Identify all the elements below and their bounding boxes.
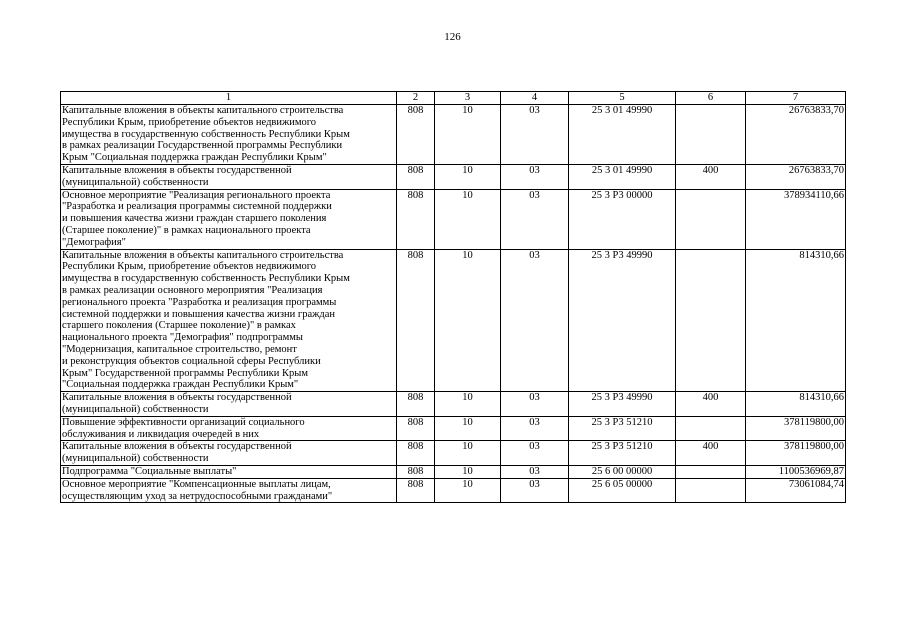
row-expense-type-code — [676, 465, 746, 478]
row-name: Капитальные вложения в объекты государственной (муниципальной) собственности — [61, 164, 397, 189]
table-row — [61, 105, 846, 165]
row-name: Повышение эффективности организаций социального обслуживания и ликвидация очередей в них — [61, 416, 397, 441]
table-row — [61, 164, 846, 189]
row-section-code: 10 — [435, 465, 501, 478]
row-grbs-code: 808 — [397, 164, 435, 189]
row-subsection-code: 03 — [501, 478, 569, 503]
header-col-7: 7 — [746, 92, 846, 105]
row-name: Капитальные вложения в объекты капитального строительства Республики Крым, приобретение объектов недвижимого имущества в государственную собственность Республики Крым в рамках реализации Государственной программы Республики Крым "Социальная поддержка граждан Республики Крым" — [61, 105, 397, 165]
row-target-article-code: 25 6 00 00000 — [569, 465, 676, 478]
table-row — [61, 441, 846, 466]
table-header-row — [61, 92, 846, 105]
row-target-article-code: 25 3 Р3 00000 — [569, 189, 676, 249]
row-name: Основное мероприятие "Реализация регионального проекта "Разработка и реализация программы системной поддержки и повышения качества жизни граждан старшего поколения (Старшее поколение)" в рамках национального проекта "Демография" — [61, 189, 397, 249]
row-section-code: 10 — [435, 416, 501, 441]
page-number: 126 — [444, 31, 461, 43]
row-name: Основное мероприятие "Компенсационные выплаты лицам, осуществляющим уход за нетрудоспособными гражданами" — [61, 478, 397, 503]
row-amount: 814310,66 — [746, 249, 846, 392]
row-subsection-code: 03 — [501, 441, 569, 466]
table-row — [61, 392, 846, 417]
row-subsection-code: 03 — [501, 465, 569, 478]
row-amount: 26763833,70 — [746, 105, 846, 165]
table-row — [61, 478, 846, 503]
row-grbs-code: 808 — [397, 105, 435, 165]
row-grbs-code: 808 — [397, 465, 435, 478]
header-col-6: 6 — [676, 92, 746, 105]
row-name: Капитальные вложения в объекты государственной (муниципальной) собственности — [61, 392, 397, 417]
row-section-code: 10 — [435, 441, 501, 466]
header-col-4: 4 — [501, 92, 569, 105]
row-section-code: 10 — [435, 164, 501, 189]
row-expense-type-code — [676, 105, 746, 165]
row-expense-type-code: 400 — [676, 441, 746, 466]
row-grbs-code: 808 — [397, 189, 435, 249]
table-row — [61, 416, 846, 441]
row-amount: 73061084,74 — [746, 478, 846, 503]
row-expense-type-code — [676, 249, 746, 392]
row-subsection-code: 03 — [501, 392, 569, 417]
row-subsection-code: 03 — [501, 105, 569, 165]
row-grbs-code: 808 — [397, 392, 435, 417]
row-subsection-code: 03 — [501, 189, 569, 249]
row-grbs-code: 808 — [397, 249, 435, 392]
row-amount: 378119800,00 — [746, 441, 846, 466]
row-name: Капитальные вложения в объекты капитального строительства Республики Крым, приобретение объектов недвижимого имущества в государственную собственность Республики Крым в рамках реализации основного мероприятия "Реализация регионального проекта "Разработка и реализация программы системной поддержки и повышения качества жизни граждан старшего поколения (Старшее поколение)" в рамках национального проекта "Демография" подпрограммы "Модернизация, капитальное строительство, ремонт и реконструкция объектов социальной сферы Республики Крым" Государственной программы Республики Крым "Социальная поддержка граждан Республики Крым" — [61, 249, 397, 392]
row-grbs-code: 808 — [397, 416, 435, 441]
row-target-article-code: 25 3 01 49990 — [569, 164, 676, 189]
table-row — [61, 249, 846, 392]
row-amount: 378934110,66 — [746, 189, 846, 249]
row-target-article-code: 25 6 05 00000 — [569, 478, 676, 503]
row-amount: 378119800,00 — [746, 416, 846, 441]
row-grbs-code: 808 — [397, 441, 435, 466]
row-section-code: 10 — [435, 392, 501, 417]
row-expense-type-code — [676, 189, 746, 249]
row-target-article-code: 25 3 01 49990 — [569, 105, 676, 165]
row-target-article-code: 25 3 Р3 51210 — [569, 416, 676, 441]
header-col-1: 1 — [61, 92, 397, 105]
row-name: Подпрограмма "Социальные выплаты" — [61, 465, 397, 478]
row-subsection-code: 03 — [501, 164, 569, 189]
header-col-5: 5 — [569, 92, 676, 105]
row-expense-type-code: 400 — [676, 392, 746, 417]
budget-table — [60, 91, 846, 503]
row-target-article-code: 25 3 Р3 51210 — [569, 441, 676, 466]
row-target-article-code: 25 3 Р3 49990 — [569, 249, 676, 392]
header-col-3: 3 — [435, 92, 501, 105]
row-subsection-code: 03 — [501, 249, 569, 392]
row-amount: 1100536969,87 — [746, 465, 846, 478]
row-section-code: 10 — [435, 189, 501, 249]
row-expense-type-code — [676, 416, 746, 441]
row-section-code: 10 — [435, 249, 501, 392]
row-name: Капитальные вложения в объекты государственной (муниципальной) собственности — [61, 441, 397, 466]
header-col-2: 2 — [397, 92, 435, 105]
row-section-code: 10 — [435, 105, 501, 165]
row-amount: 26763833,70 — [746, 164, 846, 189]
row-expense-type-code — [676, 478, 746, 503]
row-amount: 814310,66 — [746, 392, 846, 417]
row-grbs-code: 808 — [397, 478, 435, 503]
row-expense-type-code: 400 — [676, 164, 746, 189]
row-subsection-code: 03 — [501, 416, 569, 441]
row-section-code: 10 — [435, 478, 501, 503]
table-row — [61, 189, 846, 249]
table-row — [61, 465, 846, 478]
row-target-article-code: 25 3 Р3 49990 — [569, 392, 676, 417]
